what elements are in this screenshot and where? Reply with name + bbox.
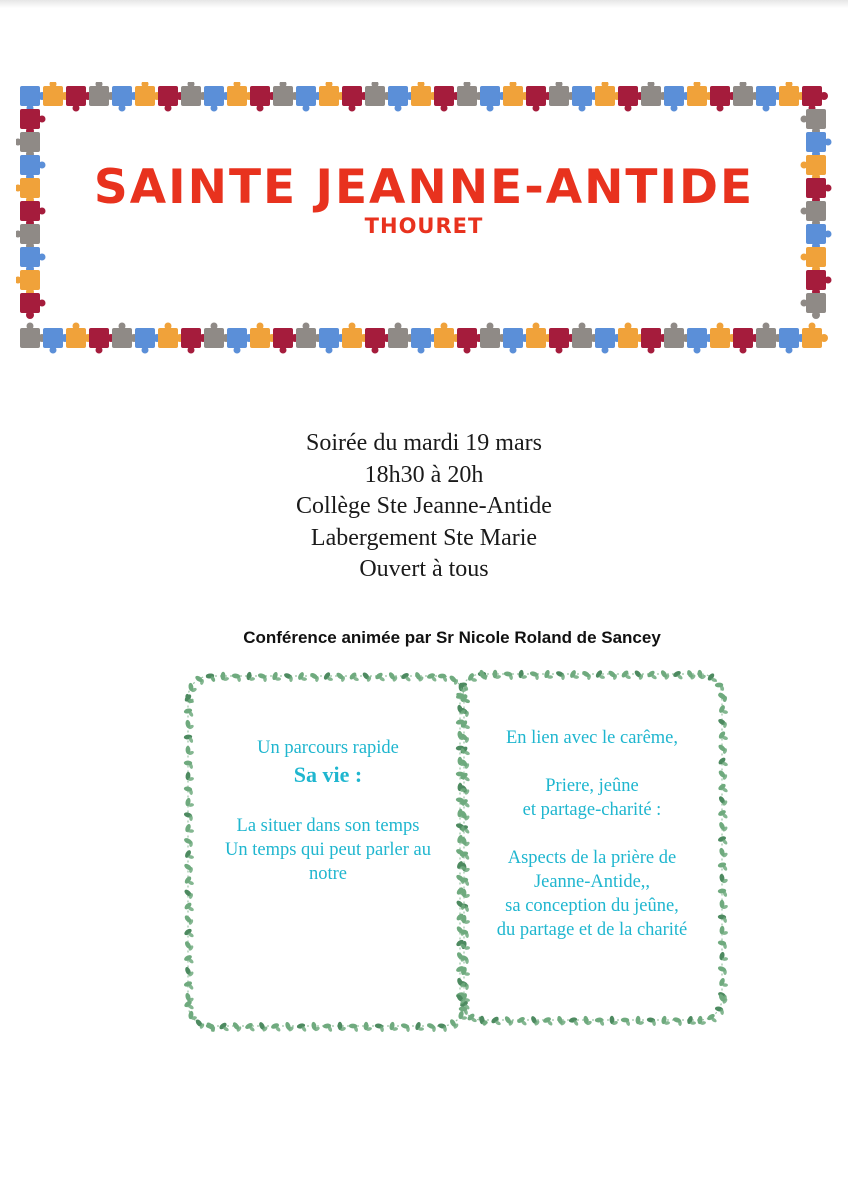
puzzle-piece — [549, 328, 575, 354]
puzzle-piece — [801, 247, 827, 273]
puzzle-piece — [710, 86, 736, 112]
puzzle-piece — [112, 323, 138, 349]
puzzle-piece — [806, 132, 832, 158]
puzzle-piece — [503, 328, 529, 354]
top-shade — [0, 0, 848, 8]
left-box-line-2: La situer dans son temps — [236, 816, 420, 836]
puzzle-piece — [43, 82, 69, 106]
left-box-heading: Sa vie : — [293, 762, 363, 787]
right-box-line-4: Aspects de la prière de — [507, 848, 677, 868]
puzzle-piece — [296, 323, 322, 349]
puzzle-piece — [135, 328, 161, 354]
puzzle-piece — [549, 82, 575, 106]
puzzle-piece — [641, 328, 667, 354]
puzzle-piece — [158, 323, 184, 349]
puzzle-piece — [503, 82, 529, 106]
puzzle-piece — [664, 323, 690, 349]
puzzle-piece — [641, 82, 667, 106]
left-box-line-4: notre — [308, 864, 347, 884]
puzzle-piece — [342, 323, 368, 349]
puzzle-piece — [20, 109, 46, 135]
puzzle-piece — [595, 328, 621, 354]
event-town: Labergement Ste Marie — [310, 524, 538, 551]
right-box-line-2: Priere, jeûne — [545, 776, 639, 796]
puzzle-piece — [572, 86, 598, 112]
right-box-text — [466, 726, 718, 942]
banner-subtitle: THOURET — [364, 214, 484, 238]
puzzle-piece — [273, 82, 299, 106]
left-box-line-1: Un parcours rapide — [257, 738, 399, 758]
puzzle-piece — [227, 328, 253, 354]
puzzle-piece — [595, 82, 621, 106]
puzzle-piece — [480, 86, 506, 112]
vine-leaf — [547, 675, 553, 679]
puzzle-piece — [618, 86, 644, 112]
puzzle-piece — [89, 328, 115, 354]
right-box-line-5: Jeanne-Antide,, — [533, 872, 651, 892]
puzzle-piece — [687, 82, 713, 106]
puzzle-piece — [296, 86, 322, 112]
puzzle-piece — [434, 86, 460, 112]
puzzle-piece — [526, 323, 552, 349]
puzzle-piece — [457, 82, 483, 106]
puzzle-piece — [733, 82, 759, 106]
puzzle-piece — [779, 328, 805, 354]
puzzle-piece — [319, 328, 345, 354]
puzzle-piece — [572, 323, 598, 349]
puzzle-piece — [112, 86, 138, 112]
puzzle-piece — [181, 82, 207, 106]
right-box-line-6: sa conception du jeûne, — [505, 896, 679, 916]
puzzle-piece — [664, 86, 690, 112]
puzzle-piece — [250, 86, 276, 112]
puzzle-piece — [801, 293, 827, 319]
puzzle-piece — [181, 328, 207, 354]
puzzle-piece — [227, 82, 253, 106]
right-box-line-1: En lien avec le carême, — [505, 728, 679, 748]
puzzle-piece — [365, 82, 391, 106]
puzzle-piece — [20, 247, 46, 273]
puzzle-piece — [526, 86, 552, 112]
puzzle-piece — [434, 323, 460, 349]
puzzle-piece — [710, 323, 736, 349]
puzzle-piece — [204, 323, 230, 349]
puzzle-piece — [618, 323, 644, 349]
event-venue: Collège Ste Jeanne-Antide — [296, 493, 552, 519]
puzzle-piece — [802, 86, 828, 112]
puzzle-piece — [158, 86, 184, 112]
puzzle-piece — [89, 82, 115, 106]
puzzle-piece — [457, 328, 483, 354]
puzzle-piece — [365, 328, 391, 354]
puzzle-piece — [204, 86, 230, 112]
puzzle-piece — [135, 82, 161, 106]
puzzle-piece — [16, 270, 40, 296]
puzzle-piece — [480, 323, 506, 349]
left-box-text — [190, 736, 466, 886]
puzzle-piece — [806, 270, 832, 296]
puzzle-piece — [43, 328, 69, 354]
vine-leaf — [275, 677, 281, 681]
puzzle-piece — [273, 328, 299, 354]
puzzle-piece — [733, 328, 759, 354]
banner-title: SAINTE JEANNE-ANTIDE — [93, 160, 755, 215]
right-box-line-3: et partage-charité : — [522, 800, 662, 820]
puzzle-piece — [411, 82, 437, 106]
puzzle-piece — [20, 293, 46, 319]
puzzle-piece — [756, 86, 782, 112]
event-info — [0, 428, 848, 586]
left-box-line-3: Un temps qui peut parler au — [224, 840, 431, 860]
puzzle-piece — [250, 323, 276, 349]
event-audience: Ouvert à tous — [359, 556, 489, 582]
puzzle-piece — [802, 323, 828, 349]
puzzle-piece — [20, 323, 46, 349]
puzzle-piece — [411, 328, 437, 354]
right-box-line-7: du partage et de la charité — [496, 920, 688, 940]
event-time: 18h30 à 20h — [364, 461, 484, 488]
puzzle-piece — [66, 323, 92, 349]
puzzle-piece — [388, 323, 414, 349]
puzzle-piece — [342, 86, 368, 112]
puzzle-piece — [801, 109, 827, 135]
speaker-line: Conférence animée par Sr Nicole Roland de Sancey — [243, 628, 661, 647]
puzzle-piece — [319, 82, 345, 106]
puzzle-piece — [66, 86, 92, 112]
puzzle-piece — [16, 132, 40, 158]
puzzle-piece — [20, 86, 46, 112]
puzzle-piece — [687, 328, 713, 354]
puzzle-piece — [388, 86, 414, 112]
event-date: Soirée du mardi 19 mars — [306, 430, 542, 456]
puzzle-piece — [756, 323, 782, 349]
puzzle-piece — [779, 82, 805, 106]
